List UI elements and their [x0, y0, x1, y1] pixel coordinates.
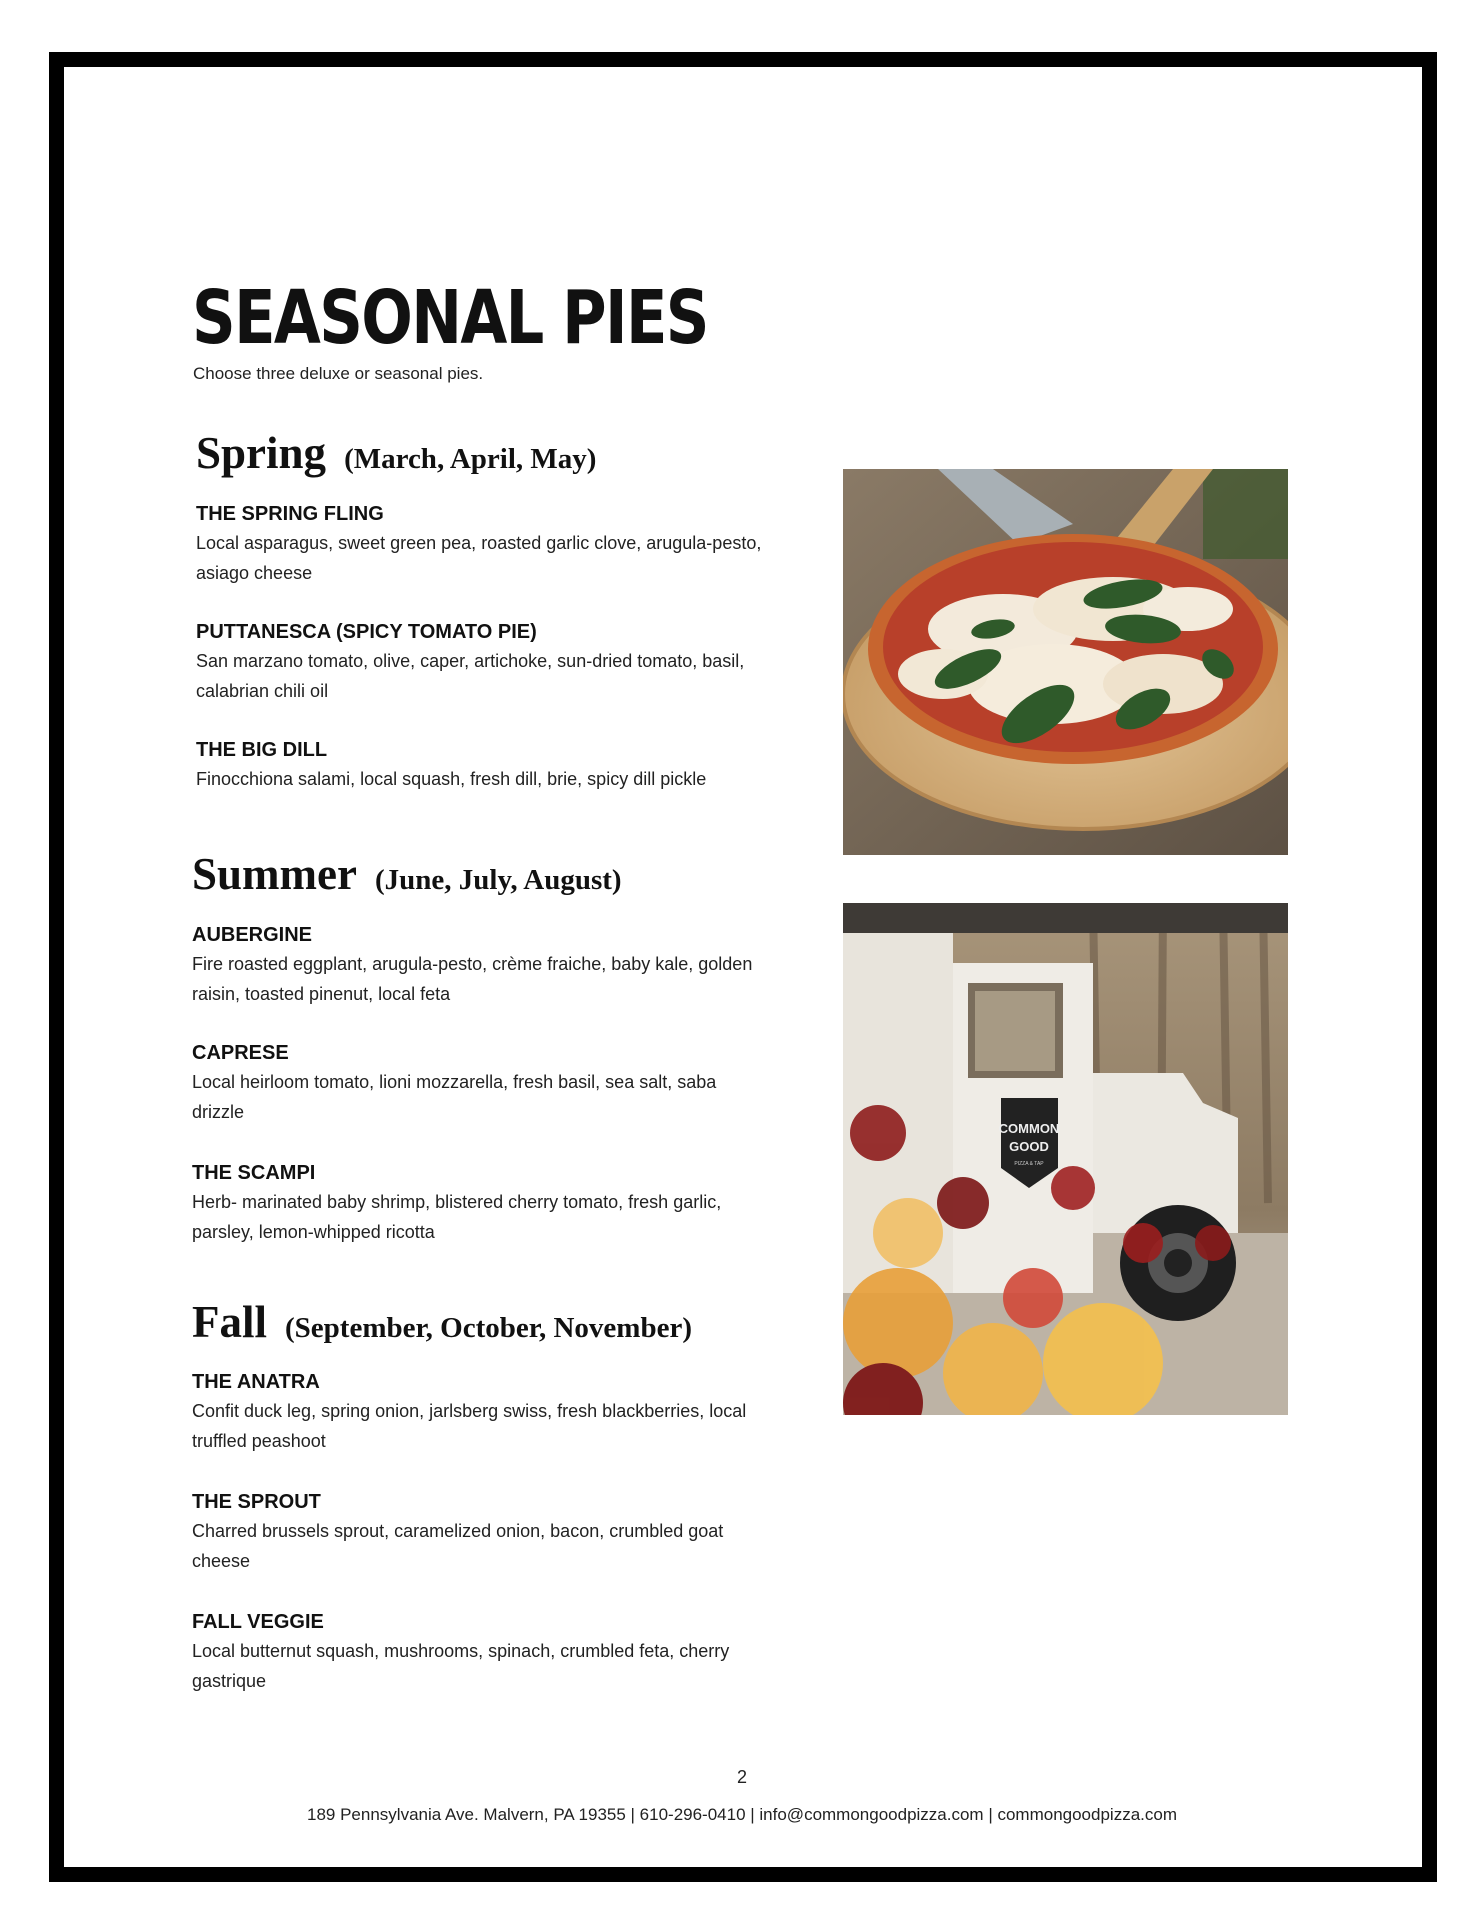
menu-item-description: Local butternut squash, mushrooms, spinach, crumbled feta, cherry gastrique	[192, 1641, 730, 1691]
menu-item	[196, 500, 776, 588]
menu-item-description: San marzano tomato, olive, caper, artichoke, sun-dried tomato, basil, calabrian chili oil	[196, 651, 745, 701]
season-heading-spring	[196, 427, 596, 479]
truck-logo-line3: PIZZA & TAP	[1014, 1161, 1044, 1167]
menu-item	[196, 618, 776, 706]
menu-item-name: THE ANATRA	[192, 1371, 320, 1393]
footer-contact: 189 Pennsylvania Ave. Malvern, PA 19355 | 610-296-0410 | info@commongoodpizza.com | commongoodpizza.com	[307, 1805, 1177, 1824]
truck-logo-line2: GOOD	[1009, 1139, 1049, 1154]
season-heading-summer	[192, 848, 622, 900]
menu-item-description: Fire roasted eggplant, arugula-pesto, crème fraiche, baby kale, golden raisin, toasted pinenut, local feta	[192, 954, 753, 1004]
menu-item	[192, 1159, 772, 1247]
menu-item-name: THE BIG DILL	[196, 739, 328, 761]
season-name: Spring	[196, 428, 327, 478]
menu-item-description: Confit duck leg, spring onion, jarlsberg swiss, fresh blackberries, local truffled peashoot	[192, 1401, 747, 1451]
menu-item	[192, 1608, 772, 1696]
pizza-photo	[843, 469, 1288, 855]
truck-logo-line1: COMMON	[998, 1121, 1060, 1136]
menu-item	[192, 1039, 772, 1127]
page-title: SEASONAL PIES	[192, 275, 708, 361]
food-truck-photo	[843, 903, 1288, 1415]
menu-item-name: THE SPROUT	[192, 1491, 321, 1513]
menu-item-description: Charred brussels sprout, caramelized onion, bacon, crumbled goat cheese	[192, 1521, 724, 1571]
menu-item-name: CAPRESE	[192, 1042, 289, 1064]
menu-item-description: Local asparagus, sweet green pea, roasted garlic clove, arugula-pesto, asiago cheese	[196, 533, 762, 583]
menu-item	[192, 1368, 772, 1456]
menu-item-name: AUBERGINE	[192, 924, 313, 946]
menu-item	[192, 921, 772, 1009]
menu-item-description: Herb- marinated baby shrimp, blistered cherry tomato, fresh garlic, parsley, lemon-whipped ricotta	[192, 1192, 722, 1242]
menu-item-name: FALL VEGGIE	[192, 1611, 324, 1633]
menu-item	[192, 1488, 772, 1576]
menu-item-name: THE SPRING FLING	[196, 503, 384, 525]
page-subtitle: Choose three deluxe or seasonal pies.	[193, 364, 484, 383]
season-months: (March, April, May)	[344, 443, 597, 475]
page-number: 2	[736, 1767, 747, 1787]
menu-item-name: THE SCAMPI	[192, 1162, 316, 1184]
season-name: Fall	[192, 1297, 267, 1347]
season-heading-fall	[192, 1296, 692, 1348]
season-months: (June, July, August)	[374, 864, 622, 896]
season-months: (September, October, November)	[285, 1312, 692, 1344]
menu-item-description: Finocchiona salami, local squash, fresh dill, brie, spicy dill pickle	[196, 769, 707, 789]
menu-item-description: Local heirloom tomato, lioni mozzarella, fresh basil, sea salt, saba drizzle	[192, 1072, 717, 1122]
menu-item-name: PUTTANESCA (SPICY TOMATO PIE)	[196, 621, 537, 643]
menu-item	[196, 736, 776, 794]
season-name: Summer	[192, 849, 357, 899]
